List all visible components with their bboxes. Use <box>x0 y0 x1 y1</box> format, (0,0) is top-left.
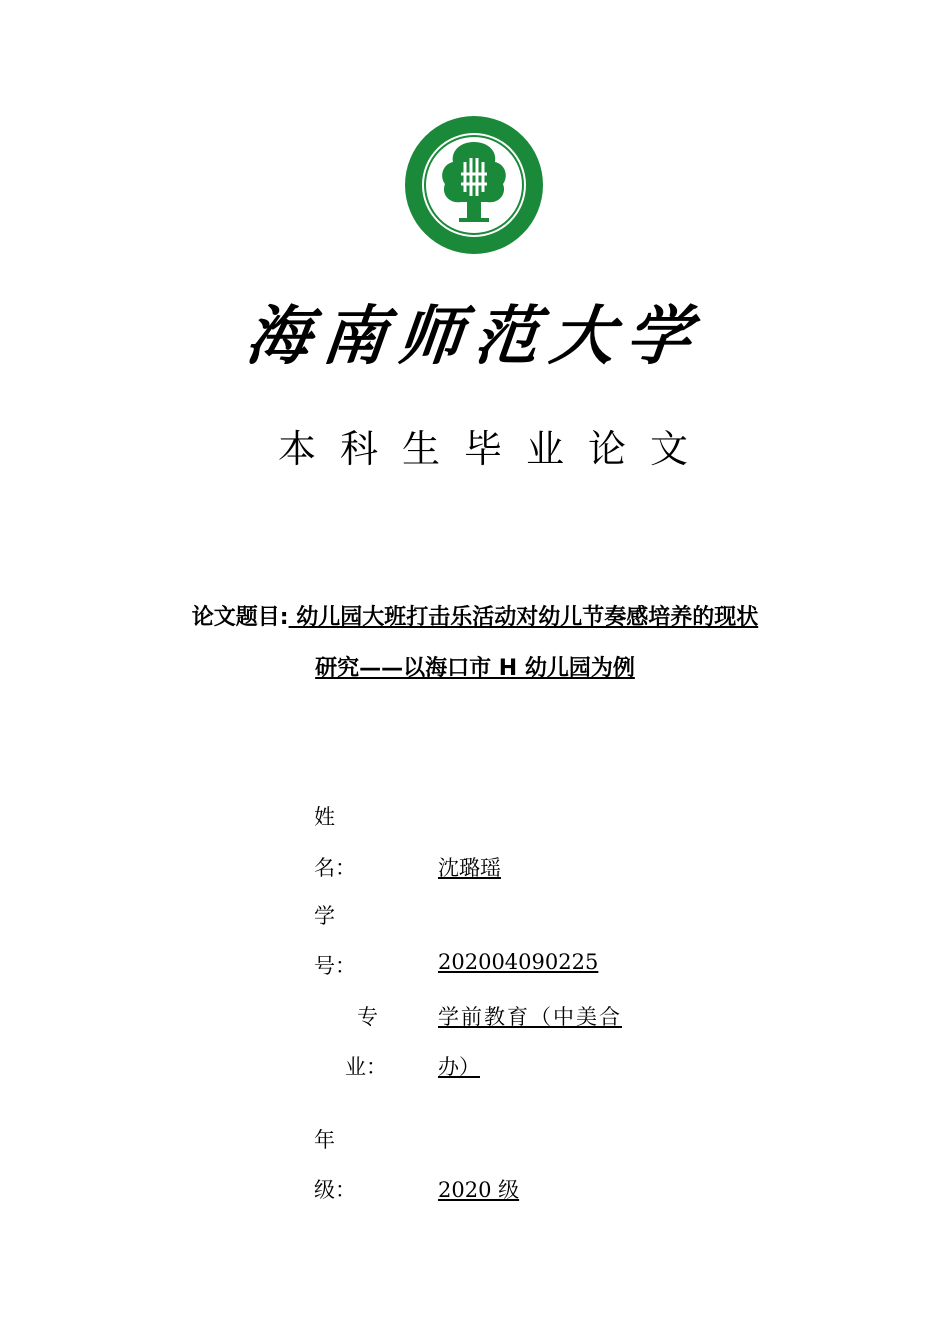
thesis-title-label: 论文题目: <box>191 605 289 630</box>
university-logo <box>403 114 545 256</box>
major-label-1: 专 <box>357 1005 378 1029</box>
grade-value: 2020 级 <box>438 1178 520 1202</box>
id-label-1: 学 <box>314 904 335 928</box>
name-value: 沈璐瑶 <box>438 856 501 880</box>
major-label-2: 业： <box>345 1055 387 1079</box>
name-label-2: 名： <box>314 856 356 880</box>
id-value: 202004090225 <box>438 950 599 974</box>
thesis-type-heading: 本科生毕业论文 <box>277 427 712 471</box>
name-label-1: 姓 <box>314 805 335 829</box>
university-name: 海南师范大学 <box>242 299 707 374</box>
thesis-title-line-2 <box>0 651 950 682</box>
major-value-1: 学前教育（中美合 <box>438 1005 622 1029</box>
id-label-2: 号： <box>314 954 356 978</box>
grade-label-1: 年 <box>314 1128 335 1152</box>
thesis-title-line-1 <box>0 600 950 631</box>
grade-label-2: 级： <box>314 1178 356 1202</box>
thesis-title-text-1: 幼儿园大班打击乐活动对幼儿节奏感培养的现状 <box>288 605 759 630</box>
thesis-title-text-2: 研究——以海口市 H 幼儿园为例 <box>315 656 635 681</box>
major-value-2: 办） <box>438 1055 480 1079</box>
